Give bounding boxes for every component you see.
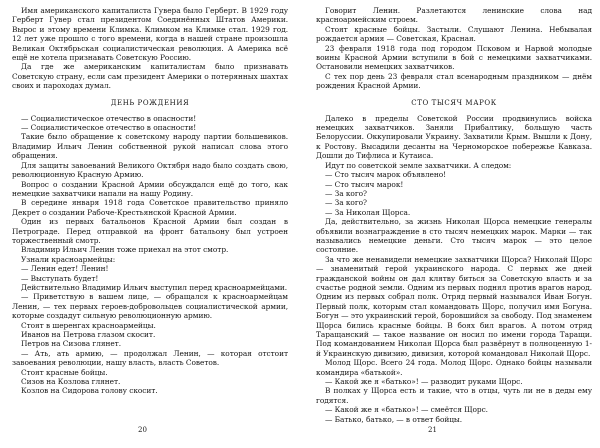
paragraph: Стоят в шеренгах красноармейцы.: [21, 320, 156, 330]
paragraph: — Какой же я «батько»! — разводит руками Щорс.: [325, 377, 523, 387]
paragraph: Имя американского капиталиста Гувера было Герберт. В 1929 году Герберт Гувер стал президентом Соединённых Штатов Америки. Вырос и этому времени Климка. Климком на Климке стал. 1929 год. 12 лет уже прошло с того времени, когда в нашей стране произошла Великая Октябрьская социалистическая революция. А Америка всё ещё не хотела признавать Советскую Россию.: [12, 6, 288, 63]
paragraph: За что же ненавидели немецкие захватчики Щорса? Николай Щорс — знаменитый герой украинского народа. С первых же дней гражданской войны он дал клятву биться за Советскую власть и за счастье родной земли. Одним из первых поднял против врагов народ. Одним из первых собрал полк. Отряд первый назывался Иван Богун. Первый полк, которым стал командовать Щорс, получил имя Богуна. Богун — это украинский герой, боровшийся за свободу. Под знаменем Щорса бились красные бойцы. В боях бил врагов. А потом отряд Таращанский — такое название он носил по имени города Таращи. Под командованием Николая Щорса был развёрнут в полноценную 1-й Украинскую дивизию, дивизия, которой командовал Николай Щорс.: [316, 254, 592, 358]
paragraph: — Социалистическое отечество в опасности!: [21, 113, 197, 123]
paragraph: Идут по советской земле захватчики. А следом:: [325, 160, 512, 170]
paragraph: Козлов на Сидорова голову скосит.: [21, 386, 158, 396]
paragraph: Стоят красные бойцы. Застыли. Слушают Ленина. Небывалая рождается армия — Советская, Красная.: [316, 24, 592, 44]
paragraph: В середине января 1918 года Советское правительство приняло Декрет о создании Рабоче-Крестьянской Красной Армии.: [12, 198, 288, 217]
paragraph: — Какой же я «батько»! — смеётся Щорс.: [325, 405, 488, 415]
paragraph: — За кого?: [325, 188, 367, 198]
page-number-right: 21: [428, 426, 437, 434]
left-chapter-body: [12, 114, 288, 396]
paragraph: В полках у Щорса есть и такие, что в отцы, чуть ли не в деды ему годятся.: [316, 386, 592, 405]
chapter-heading: СТО ТЫСЯЧ МАРОК: [411, 98, 497, 107]
paragraph: Владимир Ильич Ленин тоже приехал на этот смотр.: [21, 245, 229, 255]
paragraph: Далеко в пределы Советской России продвинулись войска немецких захватчиков. Заняли Прибалтику, большую часть Белоруссии. Оккупировали Украину. Захватили Крым. Вышли к Дону, к Ростову. Высадили десанты на Черноморское побережье Кавказа. Дошли до Тифлиса и Кутаиса.: [316, 113, 592, 161]
paragraph: Один из первых батальонов Красной Армии был создан в Петрограде. Перед отправкой на фронт батальону был устроен торжественный смотр.: [12, 217, 288, 245]
paragraph: — Батько, батько, — в ответ бойцы.: [325, 414, 463, 424]
left-intro-section: [12, 6, 288, 91]
paragraph: — Выступать будет!: [21, 273, 99, 283]
right-intro-section: [316, 6, 592, 91]
right-page: [316, 6, 592, 446]
page-number-left: 20: [138, 426, 147, 434]
paragraph: Молод Щорс. Всего 24 года. Молод Щорс. Однако бойцы называли командира «батькой».: [316, 358, 592, 377]
paragraph: Вопрос о создании Красной Армии обсуждался ещё до того, как немецкие захватчики напали на нашу Родину.: [12, 179, 288, 198]
paragraph: С тех пор день 23 февраля стал всенародным праздником — днём рождения Красной Армии.: [316, 71, 592, 91]
left-page: [12, 6, 288, 446]
chapter-heading: ДЕНЬ РОЖДЕНИЯ: [110, 98, 190, 107]
paragraph: — Сто тысяч марок объявлено!: [325, 170, 447, 180]
paragraph: — Ать, ать армию, — продолжал Ленин, — которая отстоит завоевания революции, нашу власть, власть Советов.: [12, 348, 288, 368]
right-chapter-body: [316, 114, 592, 424]
paragraph: — Сто тысяч марок!: [325, 179, 404, 189]
paragraph: 23 февраля 1918 года под городом Псковом и Нарвой молодые воины Красной Армии вступили в бой с немецкими захватчиками. Остановили немецких захватчиков.: [316, 43, 592, 72]
paragraph: Такие было обращение к советскому народу партии большевиков. Владимир Ильич Ленин собственной рукой написал слова этого обращения.: [12, 132, 288, 161]
paragraph: Иванов на Петрова глазом скосит.: [21, 330, 156, 339]
paragraph: Для защиты завоеваний Великого Октября надо было создать свою, революционную Красную Армию.: [12, 160, 288, 180]
paragraph: — Социалистическое отечество в опасности!: [21, 123, 197, 133]
paragraph: — Ленин едет! Ленин!: [21, 264, 109, 274]
paragraph: — Приветствую в вашем лице, — обращался к красноармейцам Ленин, — тех первых героев-добровольцев социалистической армии, которые создадут сильную революционную армию.: [12, 292, 288, 321]
paragraph: Стоят красные бойцы.: [21, 367, 108, 377]
paragraph: Действительно Владимир Ильич выступил перед красноармейцами.: [21, 282, 288, 292]
paragraph: Да, действительно, за жизнь Николая Щорса немецкие генералы объявили вознаграждение в сто тысяч немецких марок. Марки — так назывались немецкие деньги. Сто тысяч марок — это целое состояние.: [316, 217, 592, 255]
paragraph: Да где же американским капиталистам было признавать Советскую страну, если сам президент Америки о потерянных шахтах своих и пароходах думал.: [12, 62, 288, 91]
paragraph: Узнали красноармейцы:: [21, 254, 116, 264]
paragraph: Говорит Ленин. Разлетаются ленинские слова над красноармейским строем.: [316, 6, 592, 25]
paragraph: — За кого?: [325, 198, 367, 208]
paragraph: Петров на Сизова глянет.: [21, 339, 122, 349]
paragraph: Сизов на Козлова глянет.: [21, 377, 121, 387]
paragraph: — За Николая Щорса.: [325, 207, 411, 217]
